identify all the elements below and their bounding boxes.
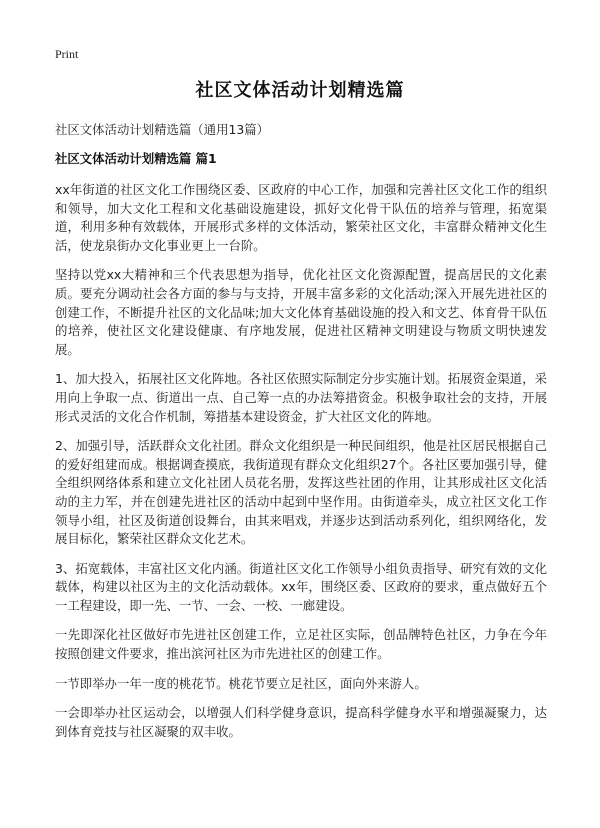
- paragraph-item-3: 3、拓宽载体，丰富社区文化内涵。街道社区文化工作领导小组负责指导、研究有效的文化载体，构建以社区为主的文化活动载体。xx年，围绕区委、区政府的要求，重点做好五个一工程建设，即一先、一节、一会、一校、一廊建设。: [55, 560, 547, 613]
- document-title: 社区文体活动计划精选篇: [195, 80, 405, 101]
- print-label[interactable]: Print: [55, 47, 79, 61]
- paragraph-intro: xx年街道的社区文化工作围绕区委、区政府的中心工作，加强和完善社区文化工作的组织和领导，加大文化工程和文化基础设施建设，抓好文化骨干队伍的培养与管理，拓宽渠道，利用多种有效载体，开展形式多样的文体活动，繁荣社区文化，丰富群众精神文化生活，使龙泉街办文化事业更上一台阶。: [55, 182, 547, 253]
- section-heading: 社区文体活动计划精选篇 篇1: [55, 151, 217, 166]
- document-subtitle: 社区文体活动计划精选篇（通用13篇）: [55, 122, 270, 137]
- paragraph-item-1: 1、加大投入，拓展社区文化阵地。各社区依照实际制定分步实施计划。拓展资金渠道，采用向上争取一点、街道出一点、自己筹一点的办法筹措资金。积极争取社会的支持，开展形式灵活的文化合作机制，筹措基本建设资金，扩大社区文化的阵地。: [55, 371, 547, 424]
- paragraph-item-2: 2、加强引导，活跃群众文化社团。群众文化组织是一种民间组织，他是社区居民根据自己的爱好组建而成。根据调查摸底，我街道现有群众文化组织27个。各社区要加强引导，健全组织网络体系和建立文化社团人员花名册，发挥这些社团的作用，让其形成社区文化活动的主力军，并在创建先进社区的活动中起到中坚作用。由街道牵头，成立社区文化工作领导小组，社区及街道创设舞台，由其来唱戏，并逐步达到活动系列化，组织网络化，发展目标化，繁荣社区群众文化艺术。: [55, 438, 547, 547]
- paragraph-yi-xian: 一先即深化社区做好市先进社区创建工作，立足社区实际，创品牌特色社区，力争在今年按照创建文件要求，推出滨河社区为市先进社区的创建工作。: [55, 627, 547, 662]
- paragraph-yi-jie: 一节即举办一年一度的桃花节。桃花节要立足社区，面向外来游人。: [55, 675, 427, 691]
- paragraph-guiding-principle: 坚持以党xx大精神和三个代表思想为指导，优化社区文化资源配置，提高居民的文化素质。要充分调动社会各方面的参与与支持，开展丰富多彩的文化活动;深入开展先进社区的创建工作，不断提升社区的文化品味;加大文化体育基础设施的投入和文艺、体育骨干队伍的培养，使社区文化建设健康、有序地发展，促进社区精神文明建设与物质文明快速发展。: [55, 267, 547, 357]
- document-body: [55, 181, 547, 752]
- paragraph-yi-hui: 一会即举办社区运动会，以增强人们科学健身意识，提高科学健身水平和增强凝聚力，达到体育竞技与社区凝聚的双丰收。: [55, 705, 547, 739]
